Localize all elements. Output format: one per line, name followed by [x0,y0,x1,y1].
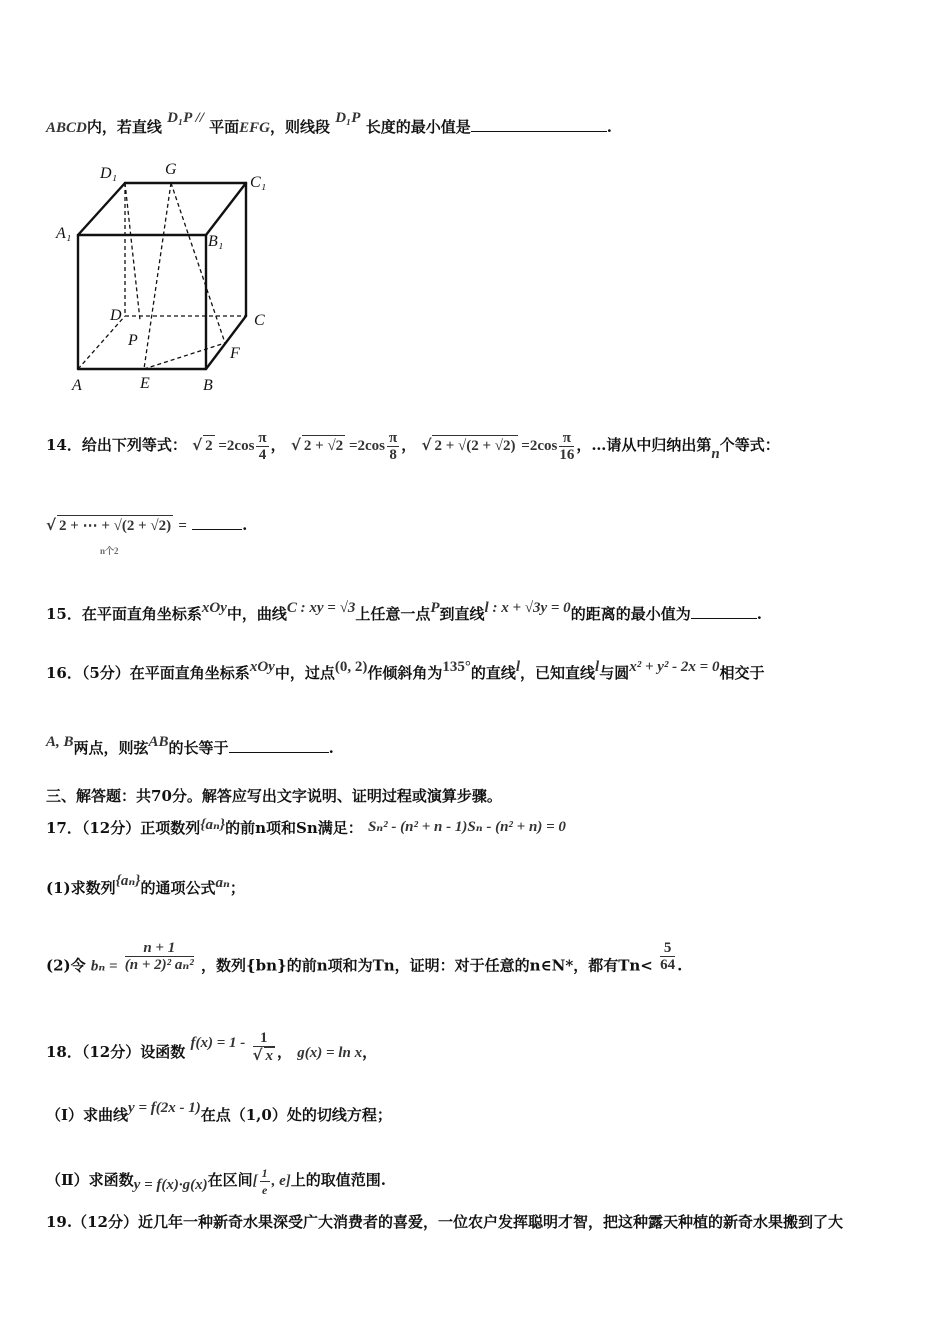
label-g: G [165,161,177,178]
edge-d1-a1 [78,183,125,235]
q16-line1: 16．（5分）在平面直角坐标系xOy中，过点(0, 2)作倾斜角为135°的直线l，已知直线l与圆x² + y² - 2x = 0相交于 [46,659,765,682]
hidden-g-e [144,183,171,369]
label-p: P [128,332,138,349]
q17-bn-fraction: $\frac{n + 1}{\text{(n + 2)² aₙ²}}$ [124,940,194,973]
q16-line2: A, B两点，则弦AB的长等于 . [46,734,334,757]
label-c1: C₁ [250,174,267,191]
q14-general-line: √ 2 + ⋯ + √(2 + √2) n个2 = . [46,514,247,536]
edge-b-c [206,316,246,369]
label-d1: D₁ [100,165,118,182]
hidden-g-f [171,183,225,343]
hidden-e-f [144,343,225,369]
q17-bound-fraction: $\frac{5}{64}$ [660,940,676,973]
label-b: B [203,377,213,394]
q16-answer-blank [229,737,329,753]
q14-eq3: √ 2 + √(2 + √2) =2cos $\frac{\pi}{16}$ [421,430,575,463]
q15-answer-blank [691,603,757,619]
q17-equation: Sₙ² - (n² + n - 1)Sₙ - (n² + n) = 0 [367,819,566,835]
q17-part2: (2)令 bₙ = $\frac{n + 1}{\text{(n + 2)² aₙ²}}$ ，数列{bn}的前n项和为Tn，证明：对于任意的n∈N*，都有Tn< $\frac{5}{64}$ . [46,940,683,975]
q19-line: 19.（12分）近几年一种新奇水果深受广大消费者的喜爱，一位农户发挥聪明才智，把这种露天种植的新奇水果搬到了大 [46,1213,843,1231]
label-d: D [110,307,122,324]
q13-line: ABCD内，若直线 D₁P // 平面EFG，则线段 D₁P 长度的最小值是 . [46,110,612,136]
q16-circle: x² + y² - 2x = 0 [629,659,720,675]
q18-interval: [ $\frac{1}{e}$ , e] [252,1166,291,1197]
q14-answer-blank [192,514,242,530]
q14-line: 14．给出下列等式： √ 2 =2cos $\frac{\pi}{4}$ ， √ 2 + √2 =2cos $\frac{\pi}{8}$ ， √ 2 + √(2 + √2) =2cos $\frac{\pi}{16}$ ，…请从中归纳出第n个等式： [46,430,780,463]
q14-n: n [711,445,720,462]
q14-eq1: √ 2 =2cos $\frac{\pi}{4}$ [192,430,267,463]
q17-line: 17．（12分）正项数列{aₙ}的前n项和Sn满足： Sₙ² - (n² + n - 1)Sₙ - (n² + n) = 0 [46,817,566,837]
label-a: A [72,377,82,394]
label-f: F [230,345,240,362]
label-b1: B₁ [208,233,224,250]
q13-answer-blank [471,116,607,132]
label-a1: A₁ [56,225,72,242]
q13-abcd: ABCD [46,120,87,136]
q13-math-d1p: D₁P [335,110,361,126]
label-e: E [140,375,150,392]
q14-under-brace: n个2 [100,546,119,556]
q15-line: 15．在平面直角坐标系xOy中，曲线C : xy = √3上任意一点P到直线l : x + √3y = 0的距离的最小值为 . [46,600,762,623]
q15-curve: C : xy = √3 [286,600,356,616]
q13-efg: EFG [239,120,270,136]
q18-part1: （Ⅰ）求曲线y = f(2x - 1)在点（1,0）处的切线方程； [46,1100,392,1124]
q13-math-d1p-parallel: D₁P // [167,110,204,126]
q15-line-eq: l : x + √3y = 0 [484,600,571,616]
q17-part1: (1)求数列{aₙ}的通项公式aₙ； [46,873,245,897]
q18-f-fraction: $\frac{1}{√ x}$ [252,1030,274,1064]
q14-eq2: √ 2 + √2 =2cos $\frac{\pi}{8}$ [290,430,398,463]
label-c: C [254,312,265,329]
q18-line: 18．（12分）设函数 f(x) = 1 - $\frac{1}{√ x}$ ， g(x) = ln x， [46,1030,378,1064]
section-3-heading: 三、解答题：共70分。解答应写出文字说明、证明过程或演算步骤。 [46,787,502,805]
q14-general-expr: √ 2 + ⋯ + √(2 + √2) n个2 [46,515,173,536]
cube-figure [44,156,284,400]
edge-b1-c1 [206,183,246,235]
hidden-d1-p [125,183,140,320]
q18-part2: （Ⅱ）求函数y = f(x)·g(x)在区间[ $\frac{1}{e}$ , e]上的取值范围. [46,1166,386,1197]
